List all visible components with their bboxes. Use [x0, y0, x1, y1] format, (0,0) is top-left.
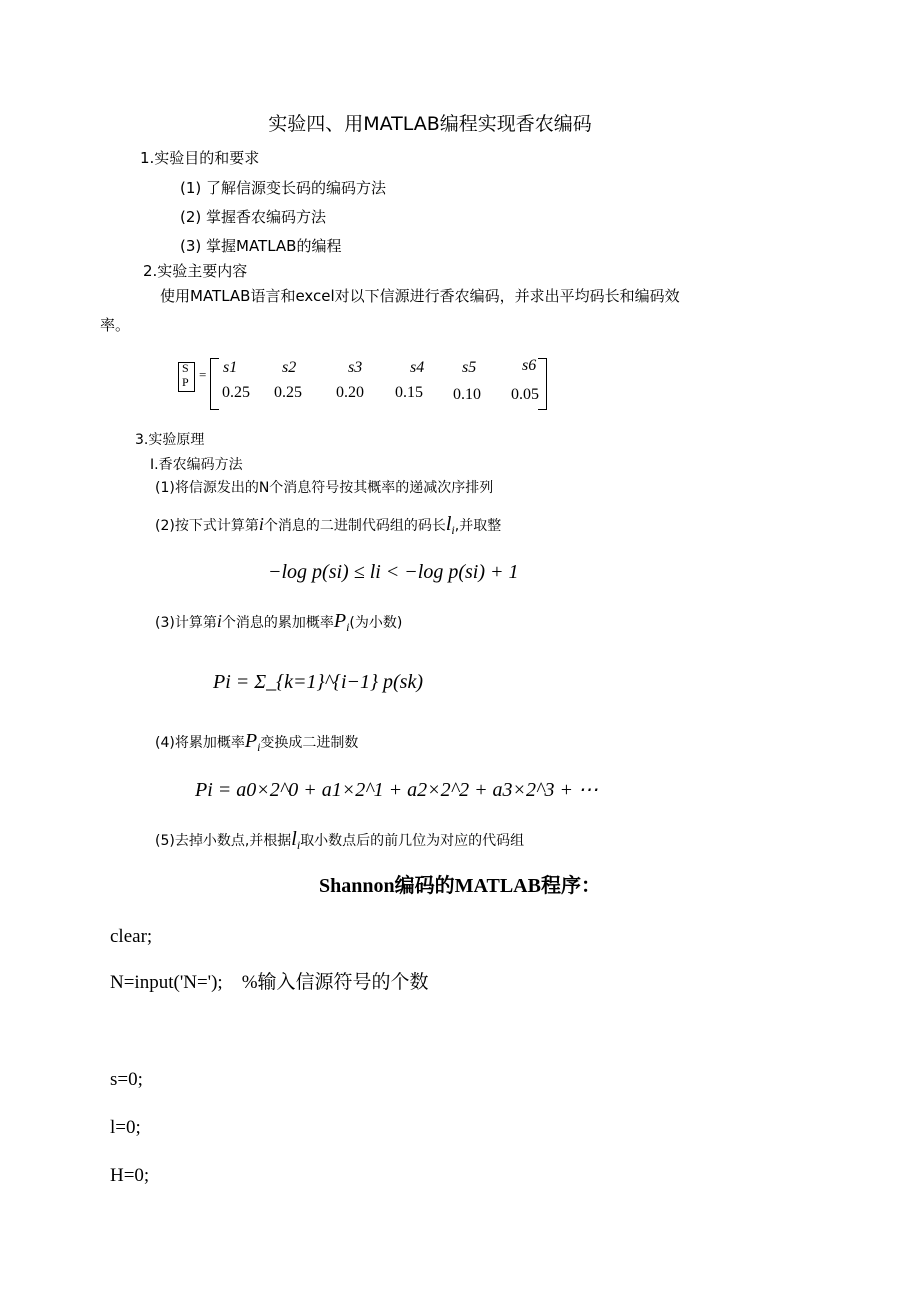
- symbol-label: s2: [282, 359, 297, 376]
- step-4: (4)将累加概率Pi变换成二进制数: [155, 730, 359, 754]
- binary-expansion-formula: Pi = a0×2^0 + a1×2^1 + a2×2^2 + a3×2^3 + ⋯: [195, 779, 598, 801]
- code-line: s=0;: [110, 1069, 143, 1090]
- probability-value: 0.25: [274, 384, 302, 401]
- step-1: (1)将信源发出的N个消息符号按其概率的递减次序排列: [155, 480, 494, 496]
- step-3-mid: 个消息的累加概率: [221, 615, 334, 631]
- probability-value: 0.25: [222, 384, 250, 401]
- code-line: clear;: [110, 926, 153, 947]
- step-3: (3)计算第i个消息的累加概率Pi(为小数): [155, 610, 403, 634]
- content-paragraph-end: 率。: [100, 316, 131, 334]
- codeword-length-formula: −log p(si) ≤ li < −log p(si) + 1: [268, 561, 519, 583]
- step-4-prefix: (4)将累加概率: [155, 735, 245, 751]
- step-5-prefix: (5)去掉小数点,并根据: [155, 833, 292, 849]
- step-5: (5)去掉小数点,并根据li取小数点后的前几位为对应的代码组: [155, 828, 525, 852]
- step-2-l: l: [445, 513, 452, 535]
- matrix-lhs-s: S: [182, 361, 189, 375]
- step-2-prefix: (2)按下式计算第: [155, 518, 259, 534]
- method-heading: I.香农编码方法: [150, 457, 243, 473]
- section-1-heading: 1.实验目的和要求: [140, 149, 260, 167]
- step-3-prefix: (3)计算第: [155, 615, 217, 631]
- symbol-label: s6: [522, 357, 537, 374]
- program-heading: Shannon编码的MATLAB程序：: [319, 875, 601, 897]
- page-title: 实验四、用MATLAB编程实现香农编码: [268, 113, 592, 135]
- probability-value: 0.10: [453, 386, 481, 403]
- step-3-suffix: (为小数): [349, 615, 403, 631]
- objective-item: (3) 掌握MATLAB的编程: [180, 237, 342, 255]
- step-2-suffix: ,并取整: [454, 518, 502, 534]
- symbol-label: s4: [410, 359, 425, 376]
- probability-value: 0.05: [511, 386, 539, 403]
- code-line: H=0;: [110, 1165, 150, 1186]
- objective-item: (2) 掌握香农编码方法: [180, 208, 327, 226]
- step-2: (2)按下式计算第i个消息的二进制代码组的码长li,并取整: [155, 513, 502, 537]
- matrix-lhs-p: P: [182, 375, 189, 389]
- symbol-label: s3: [348, 359, 363, 376]
- probability-value: 0.20: [336, 384, 364, 401]
- section-2-heading: 2.实验主要内容: [143, 262, 248, 280]
- cumulative-probability-formula: Pi = Σ_{k=1}^{i−1} p(sk): [213, 671, 423, 693]
- step-2-mid: 个消息的二进制代码组的码长: [263, 518, 446, 534]
- code-line: l=0;: [110, 1117, 141, 1138]
- step-2-i: i: [258, 514, 264, 534]
- symbol-label: s5: [462, 359, 477, 376]
- code-line: N=input('N='); %输入信源符号的个数: [110, 972, 429, 993]
- objective-item: (1) 了解信源变长码的编码方法: [180, 179, 387, 197]
- source-matrix: S P = s1 s2 s3 s4 s5 s6 0.25 0.25 0.20 0.15 0.10 0.05: [178, 356, 550, 412]
- step-5-suffix: 取小数点后的前几位为对应的代码组: [300, 833, 525, 849]
- step-4-suffix: 变换成二进制数: [260, 735, 359, 751]
- probability-value: 0.15: [395, 384, 423, 401]
- content-paragraph: 使用MATLAB语言和excel对以下信源进行香农编码，并求出平均码长和编码效: [160, 287, 680, 305]
- symbol-label: s1: [223, 359, 238, 376]
- section-3-heading: 3.实验原理: [135, 432, 205, 448]
